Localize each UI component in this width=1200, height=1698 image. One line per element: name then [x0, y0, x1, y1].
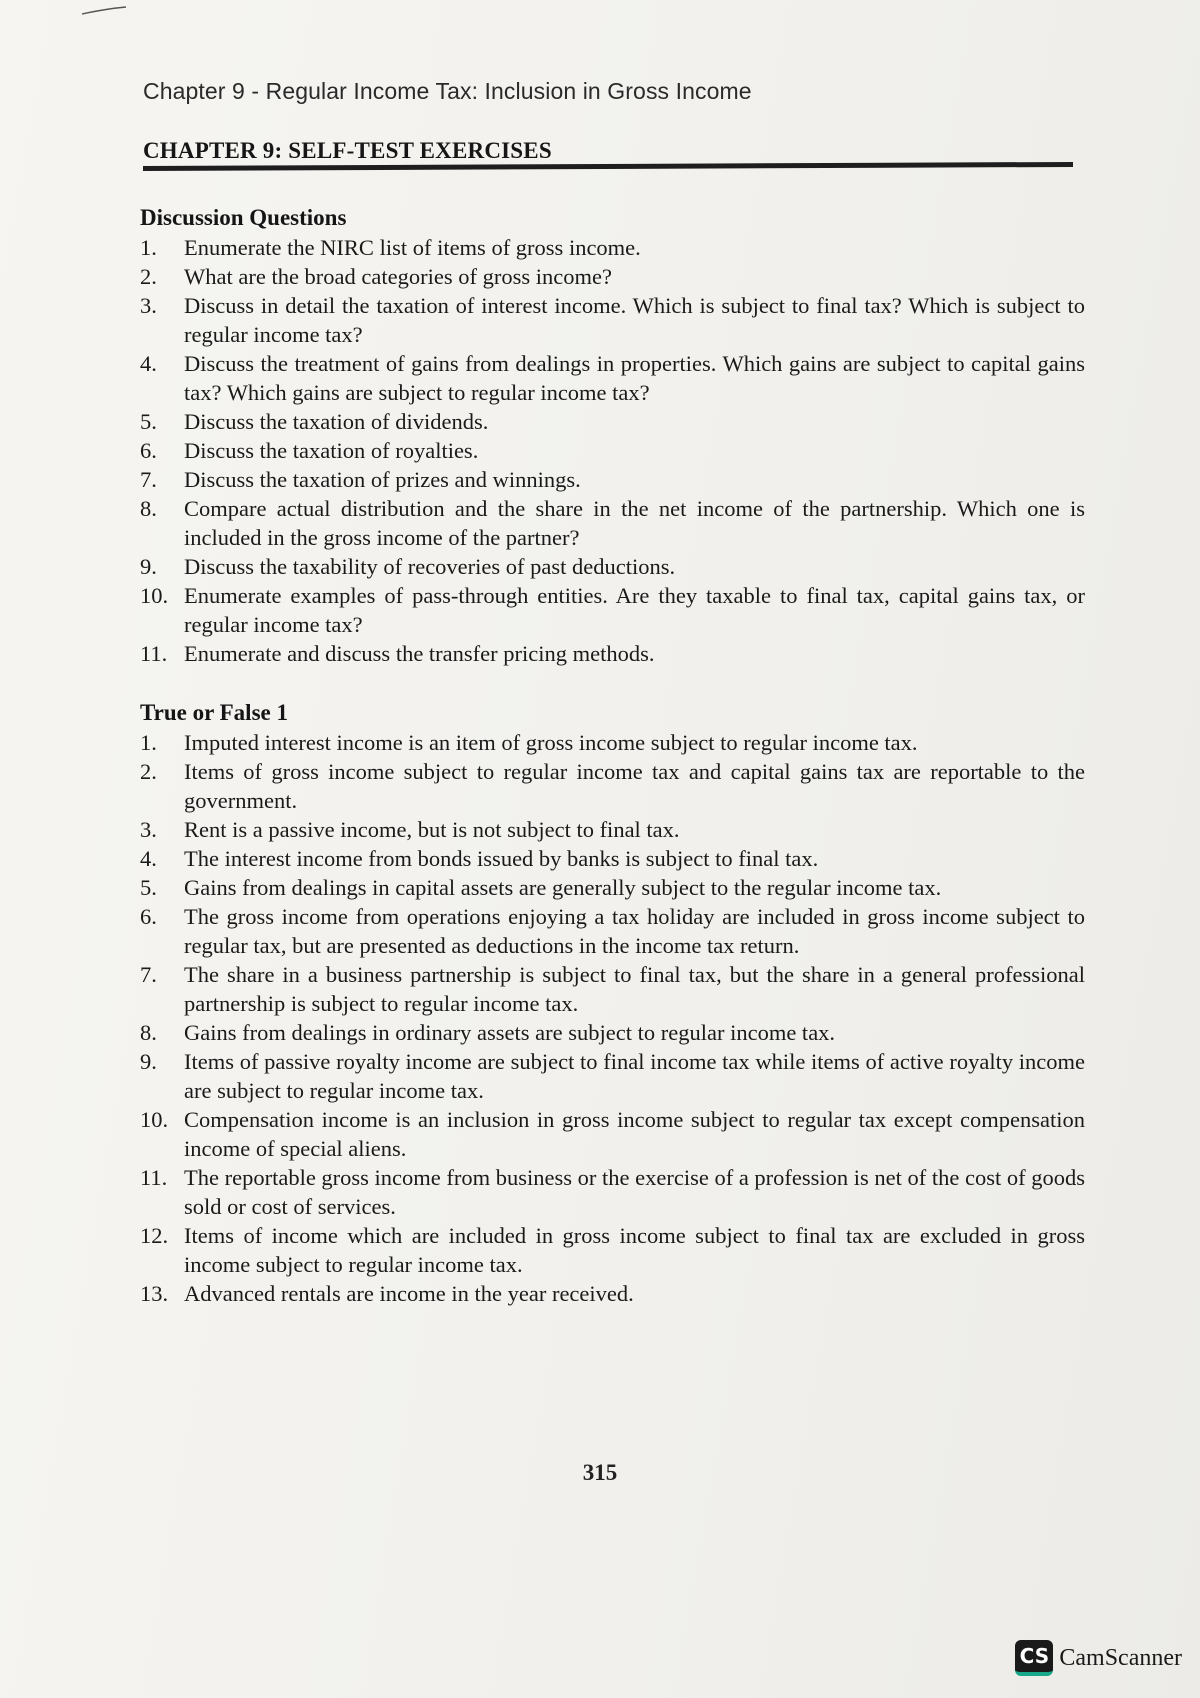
item-number: 3. [140, 817, 157, 842]
true-false-list [140, 728, 1085, 1308]
list-item [140, 960, 1085, 1018]
item-number: 11. [140, 1165, 168, 1190]
list-item [140, 902, 1085, 960]
item-number: 3. [140, 293, 157, 318]
item-text: Discuss the taxation of dividends. [184, 409, 489, 434]
item-text: Gains from dealings in capital assets are generally subject to the regular income tax. [184, 875, 942, 900]
list-item [140, 1279, 1085, 1308]
item-number: 7. [140, 962, 157, 987]
item-text: Imputed interest income is an item of gross income subject to regular income tax. [184, 730, 918, 755]
item-number: 5. [140, 409, 157, 434]
item-number: 2. [140, 264, 157, 289]
page-number: 315 [582, 1460, 618, 1485]
item-text: Discuss the taxability of recoveries of past deductions. [184, 554, 676, 579]
item-number: 4. [140, 351, 157, 376]
item-text: Discuss the treatment of gains from dealings in properties. Which gains are subject to capital gains tax? Which gains are subject to regular income tax? [184, 351, 1085, 405]
item-number: 2. [140, 759, 157, 784]
pen-mark-decoration [80, 6, 128, 16]
list-item [140, 349, 1085, 407]
chapter-title: CHAPTER 9: SELF-TEST EXERCISES [143, 138, 552, 163]
item-number: 10. [140, 1107, 169, 1132]
item-number: 4. [140, 846, 157, 871]
item-number: 6. [140, 438, 157, 463]
item-text: Enumerate and discuss the transfer pricing methods. [184, 641, 655, 666]
item-text: The interest income from bonds issued by banks is subject to final tax. [184, 846, 819, 871]
list-item [140, 552, 1085, 581]
item-text: Items of passive royalty income are subject to final income tax while items of active royalty income are subject to regular income tax. [184, 1049, 1085, 1103]
list-item [140, 757, 1085, 815]
camscanner-watermark [1015, 1640, 1182, 1676]
list-item [140, 1105, 1085, 1163]
list-item [140, 436, 1085, 465]
item-text: The share in a business partnership is subject to final tax, but the share in a general professional partnership is subject to regular income tax. [184, 962, 1085, 1016]
item-text: Discuss the taxation of prizes and winnings. [184, 467, 581, 492]
list-item [140, 1018, 1085, 1047]
true-false-section [140, 700, 1085, 1308]
item-text: Advanced rentals are income in the year received. [184, 1281, 634, 1306]
list-item [140, 494, 1085, 552]
item-number: 9. [140, 554, 157, 579]
item-text: Enumerate examples of pass-through entities. Are they taxable to final tax, capital gains tax, or regular income tax? [184, 583, 1085, 637]
item-number: 8. [140, 496, 157, 521]
list-item [140, 581, 1085, 639]
list-item [140, 1163, 1085, 1221]
discussion-heading: Discussion Questions [140, 205, 347, 230]
item-text: Compensation income is an inclusion in gross income subject to regular tax except compensation income of special aliens. [184, 1107, 1085, 1161]
item-number: 5. [140, 875, 157, 900]
item-number: 1. [140, 235, 157, 260]
item-text: Items of income which are included in gross income subject to final tax are excluded in gross income subject to regular income tax. [184, 1223, 1085, 1277]
list-item [140, 465, 1085, 494]
item-text: Rent is a passive income, but is not subject to final tax. [184, 817, 680, 842]
list-item [140, 291, 1085, 349]
true-false-heading: True or False 1 [140, 700, 288, 725]
discussion-questions-section [140, 205, 1085, 668]
item-text: Enumerate the NIRC list of items of gross income. [184, 235, 641, 260]
item-number: 12. [140, 1223, 169, 1248]
item-number: 1. [140, 730, 157, 755]
discussion-list [140, 233, 1085, 668]
item-number: 9. [140, 1049, 157, 1074]
item-number: 10. [140, 583, 169, 608]
list-item [140, 844, 1085, 873]
item-text: Discuss in detail the taxation of interest income. Which is subject to final tax? Which is subject to regular income tax? [184, 293, 1085, 347]
running-header: Chapter 9 - Regular Income Tax: Inclusion in Gross Income [143, 78, 752, 104]
list-item [140, 728, 1085, 757]
item-text: Items of gross income subject to regular income tax and capital gains tax are reportable to the government. [184, 759, 1085, 813]
item-number: 8. [140, 1020, 157, 1045]
item-text: Gains from dealings in ordinary assets are subject to regular income tax. [184, 1020, 836, 1045]
list-item [140, 1047, 1085, 1105]
item-text: What are the broad categories of gross income? [184, 264, 612, 289]
list-item [140, 873, 1085, 902]
list-item [140, 1221, 1085, 1279]
list-item [140, 639, 1085, 668]
item-number: 11. [140, 641, 168, 666]
list-item [140, 233, 1085, 262]
camscanner-logo-icon: CS [1015, 1640, 1053, 1676]
item-text: Compare actual distribution and the share in the net income of the partnership. Which one is included in the gross income of the partner? [184, 496, 1085, 550]
item-text: Discuss the taxation of royalties. [184, 438, 479, 463]
camscanner-name: CamScanner [1059, 1644, 1182, 1671]
list-item [140, 262, 1085, 291]
item-text: The reportable gross income from business or the exercise of a profession is net of the cost of goods sold or cost of services. [184, 1165, 1086, 1219]
list-item [140, 407, 1085, 436]
list-item [140, 815, 1085, 844]
item-text: The gross income from operations enjoying a tax holiday are included in gross income subject to regular tax, but are presented as deductions in the income tax return. [184, 904, 1085, 958]
item-number: 13. [140, 1281, 169, 1306]
item-number: 7. [140, 467, 157, 492]
item-number: 6. [140, 904, 157, 929]
